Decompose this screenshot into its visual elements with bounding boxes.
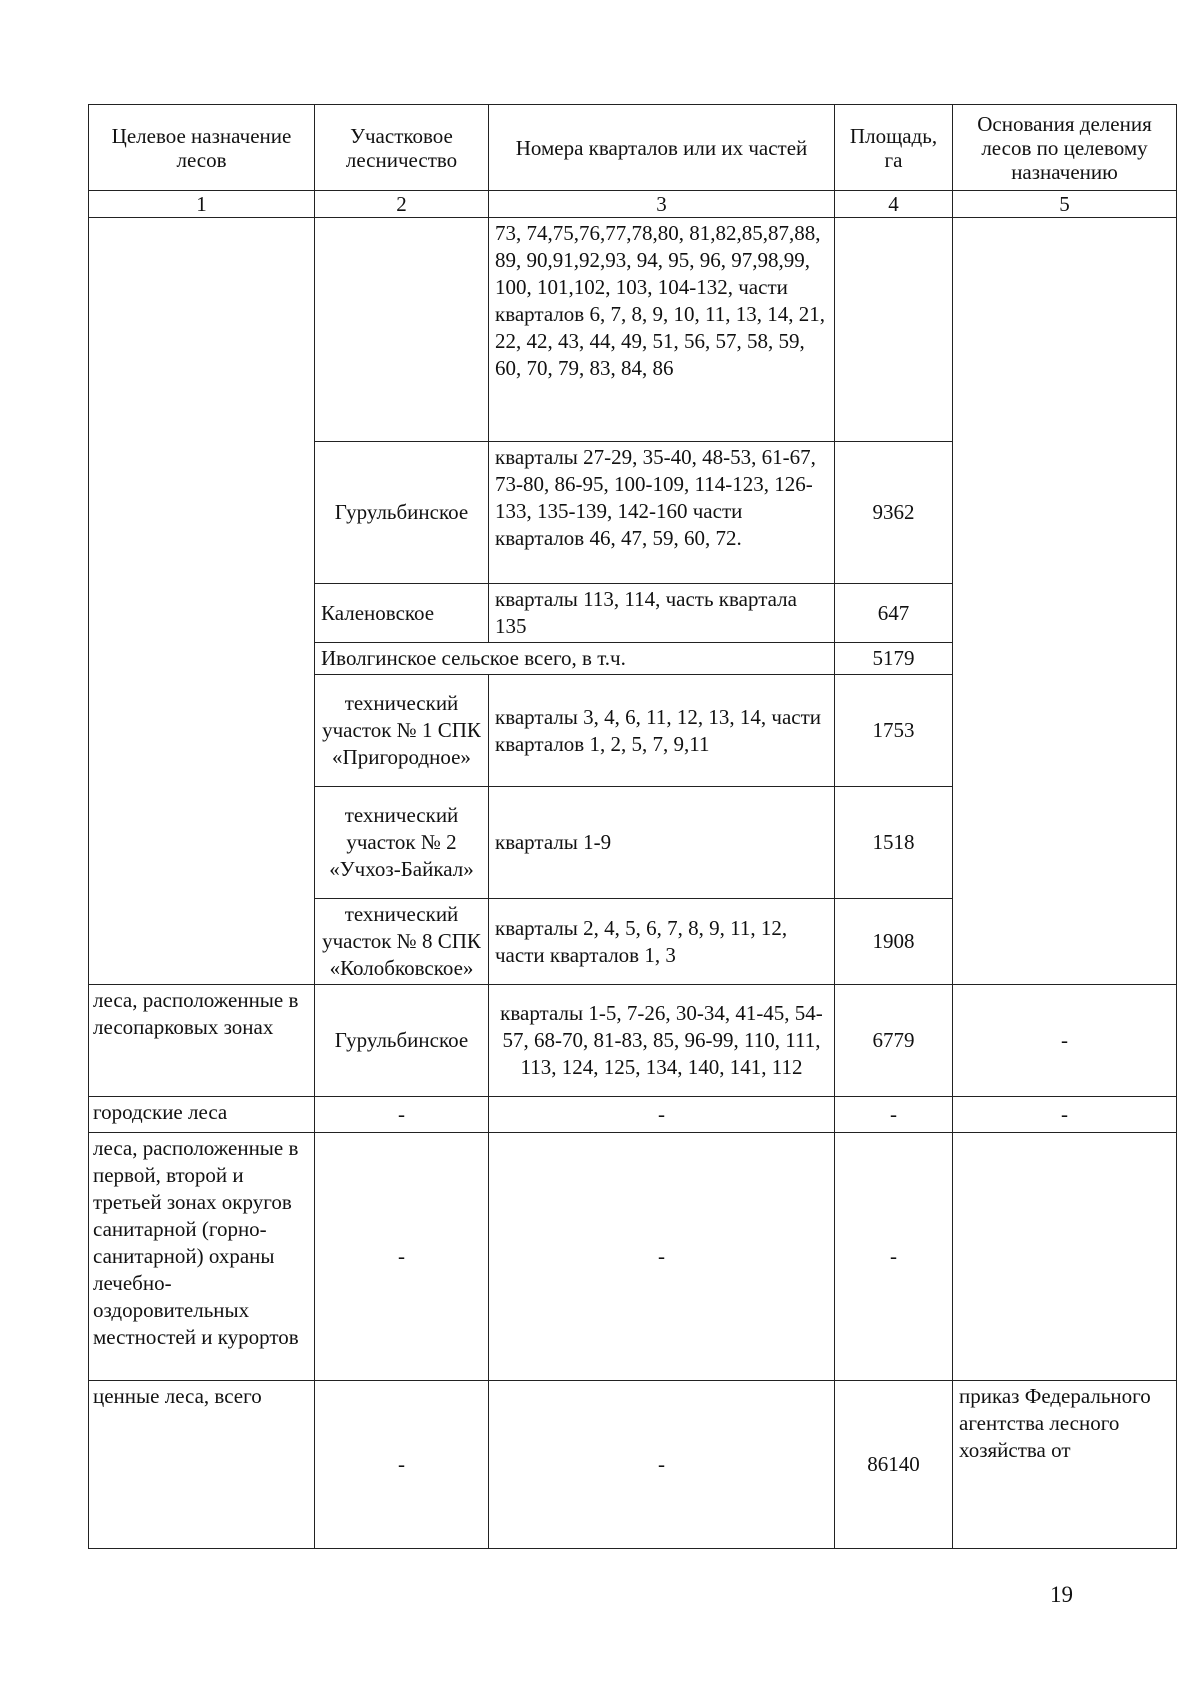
table-header-row bbox=[89, 105, 1177, 191]
table-row bbox=[89, 218, 1177, 442]
header-forestry: Участковое лесничество bbox=[315, 105, 489, 191]
column-number: 1 bbox=[89, 191, 315, 218]
purpose-cell: леса, расположенные в лесопарковых зонах bbox=[89, 985, 315, 1097]
forestry-cell: технический участок № 8 СПК «Колобковское» bbox=[315, 899, 489, 985]
table-row bbox=[89, 1097, 1177, 1133]
basis-cell bbox=[953, 1133, 1177, 1381]
forestry-cell: Каленовское bbox=[315, 584, 489, 643]
area-cell: - bbox=[835, 1097, 953, 1133]
area-cell: 1908 bbox=[835, 899, 953, 985]
forestry-cell: Гурульбинское bbox=[315, 442, 489, 584]
basis-cell: приказ Федерального агентства лесного хозяйства от bbox=[953, 1381, 1177, 1549]
quarters-cell: кварталы 2, 4, 5, 6, 7, 8, 9, 11, 12, части кварталов 1, 3 bbox=[489, 899, 835, 985]
column-number-row bbox=[89, 191, 1177, 218]
header-quarters: Номера кварталов или их частей bbox=[489, 105, 835, 191]
header-basis: Основания деления лесов по целевому назначению bbox=[953, 105, 1177, 191]
area-cell: 647 bbox=[835, 584, 953, 643]
forestry-cell: Гурульбинское bbox=[315, 985, 489, 1097]
forestry-cell: - bbox=[315, 1381, 489, 1549]
purpose-cell: городские леса bbox=[89, 1097, 315, 1133]
area-cell: 1753 bbox=[835, 675, 953, 787]
header-purpose: Целевое назначение лесов bbox=[89, 105, 315, 191]
column-number: 5 bbox=[953, 191, 1177, 218]
forest-purpose-table bbox=[88, 104, 1177, 1549]
area-cell-empty bbox=[835, 218, 953, 442]
area-cell: 86140 bbox=[835, 1381, 953, 1549]
purpose-cell: ценные леса, всего bbox=[89, 1381, 315, 1549]
purpose-cell-empty bbox=[89, 218, 315, 985]
area-cell: 9362 bbox=[835, 442, 953, 584]
table-row bbox=[89, 1133, 1177, 1381]
basis-cell-empty bbox=[953, 218, 1177, 985]
forestry-cell: технический участок № 1 СПК «Пригородное» bbox=[315, 675, 489, 787]
table-row bbox=[89, 985, 1177, 1097]
document-page bbox=[88, 104, 1176, 1549]
table-row bbox=[89, 1381, 1177, 1549]
forestry-cell: - bbox=[315, 1097, 489, 1133]
column-number: 3 bbox=[489, 191, 835, 218]
quarters-cell: кварталы 27-29, 35-40, 48-53, 61-67, 73-80, 86-95, 100-109, 114-123, 126-133, 135-139, 142-160 части кварталов 46, 47, 59, 60, 72. bbox=[489, 442, 835, 584]
forestry-cell: - bbox=[315, 1133, 489, 1381]
subtotal-label: Иволгинское сельское всего, в т.ч. bbox=[315, 643, 835, 675]
column-number: 2 bbox=[315, 191, 489, 218]
forestry-cell: технический участок № 2 «Учхоз-Байкал» bbox=[315, 787, 489, 899]
quarters-cell: кварталы 1-9 bbox=[489, 787, 835, 899]
basis-cell: - bbox=[953, 1097, 1177, 1133]
quarters-cell: кварталы 113, 114, часть квартала 135 bbox=[489, 584, 835, 643]
purpose-cell: леса, расположенные в первой, второй и третьей зонах округов санитарной (горно-санитарной) охраны лечебно-оздоровительных местностей и курортов bbox=[89, 1133, 315, 1381]
quarters-cell: кварталы 3, 4, 6, 11, 12, 13, 14, части кварталов 1, 2, 5, 7, 9,11 bbox=[489, 675, 835, 787]
column-number: 4 bbox=[835, 191, 953, 218]
header-area: Площадь, га bbox=[835, 105, 953, 191]
area-cell: 5179 bbox=[835, 643, 953, 675]
quarters-cell: - bbox=[489, 1133, 835, 1381]
area-cell: 6779 bbox=[835, 985, 953, 1097]
page-number: 19 bbox=[1050, 1582, 1073, 1607]
area-cell: 1518 bbox=[835, 787, 953, 899]
forestry-cell-empty bbox=[315, 218, 489, 442]
quarters-cell: - bbox=[489, 1097, 835, 1133]
quarters-cell: 73, 74,75,76,77,78,80, 81,82,85,87,88, 89, 90,91,92,93, 94, 95, 96, 97,98,99, 100, 101,102, 103, 104-132, части кварталов 6, 7, 8, 9, 10, 11, 13, 14, 21, 22, 42, 43, 44, 49, 51, 56, 57, 58, 59, 60, 70, 79, 83, 84, 86 bbox=[489, 218, 835, 442]
basis-cell: - bbox=[953, 985, 1177, 1097]
area-cell: - bbox=[835, 1133, 953, 1381]
quarters-cell: кварталы 1-5, 7-26, 30-34, 41-45, 54-57, 68-70, 81-83, 85, 96-99, 110, 111, 113, 124, 125, 134, 140, 141, 112 bbox=[489, 985, 835, 1097]
quarters-cell: - bbox=[489, 1381, 835, 1549]
